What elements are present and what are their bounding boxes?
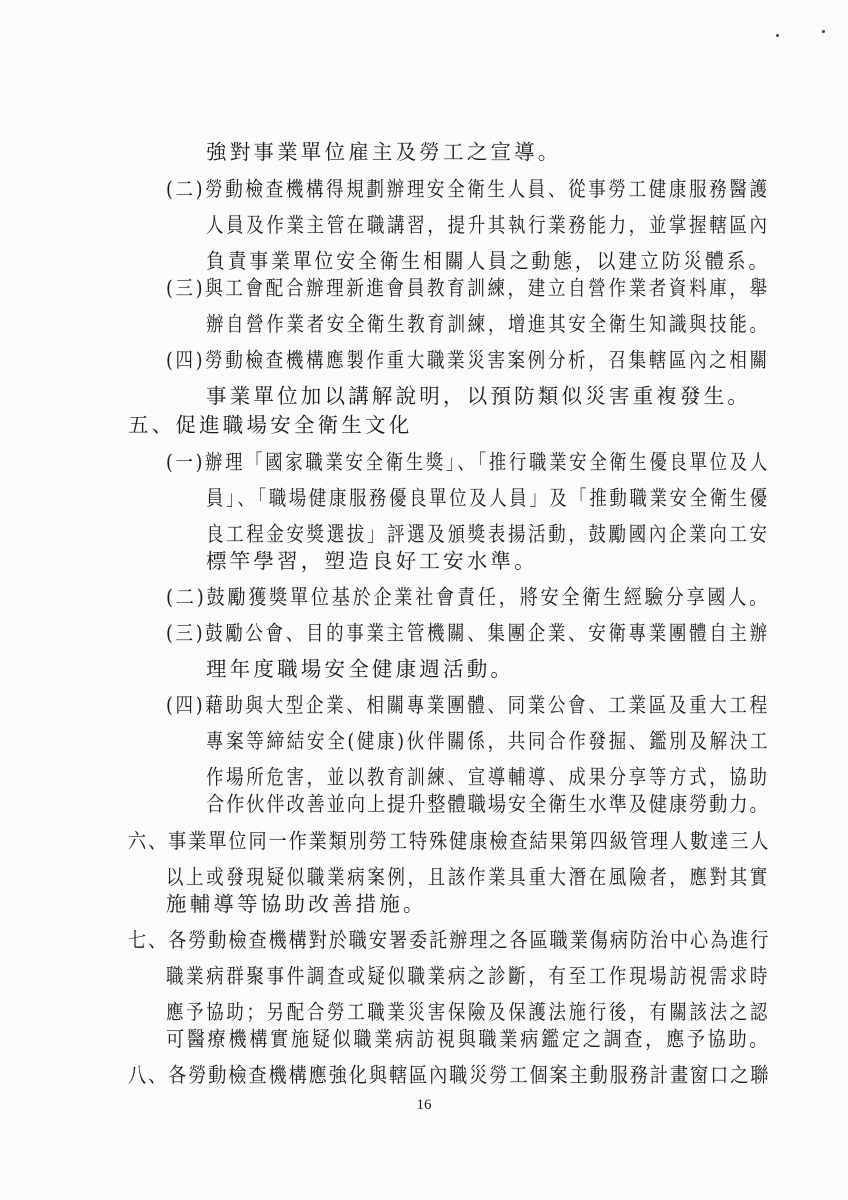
section-heading: 七、各勞動檢查機構對於職安署委託辦理之各區職業傷病防治中心為進行 bbox=[128, 928, 771, 952]
text-line: 員」、「職場健康服務優良單位及人員」及「推動職業安全衛生優 bbox=[206, 486, 770, 510]
text-line: (四)勞動檢查機構應製作重大職業災害案例分析，召集轄區內之相關 bbox=[166, 348, 770, 372]
text-line: (一)辦理「國家職業安全衛生獎」、「推行職業安全衛生優良單位及人 bbox=[166, 450, 770, 474]
text-line: (二)勞動檢查機構得規劃辦理安全衛生人員、從事勞工健康服務醫護 bbox=[166, 177, 770, 201]
text-line: (四)藉助與大型企業、相關專業團體、同業公會、工業區及重大工程 bbox=[166, 693, 770, 717]
text-line: 標竿學習，塑造良好工安水準。 bbox=[206, 549, 538, 573]
scan-speck bbox=[776, 34, 779, 37]
text-line: 良工程金安獎選拔」評選及頒獎表揚活動，鼓勵國內企業向工安 bbox=[206, 522, 770, 546]
text-line: 理年度職場安全健康週活動。 bbox=[206, 657, 515, 681]
text-line: 以上或發現疑似職業病案例，且該作業具重大潛在風險者，應對其實 bbox=[166, 865, 770, 889]
text-line: (三)與工會配合辦理新進會員教育訓練，建立自營作業者資料庫，舉 bbox=[166, 276, 770, 300]
text-line: (二)鼓勵獲獎單位基於企業社會責任，將安全衛生經驗分享國人。 bbox=[166, 585, 770, 609]
page-number: 16 bbox=[416, 1097, 432, 1113]
text-line: 作場所危害，並以教育訓練、宣導輔導、成果分享等方式，協助 bbox=[206, 765, 770, 789]
text-line: 強對事業單位雇主及勞工之宣導。 bbox=[206, 140, 562, 164]
section-heading: 六、事業單位同一作業類別勞工特殊健康檢查結果第四級管理人數達三人 bbox=[128, 829, 771, 853]
text-line: 負責事業單位安全衛生相關人員之動態，以建立防災體系。 bbox=[206, 249, 771, 273]
section-heading: 八、各勞動檢查機構應強化與轄區內職災勞工個案主動服務計畫窗口之聯 bbox=[128, 1063, 771, 1087]
text-line: 人員及作業主管在職講習，提升其執行業務能力，並掌握轄區內 bbox=[206, 213, 770, 237]
text-line: 合作伙伴改善並向上提升整體職場安全衛生水準及健康勞動力。 bbox=[206, 792, 770, 816]
text-line: 應予協助；另配合勞工職業災害保險及保護法施行後，有關該法之認 bbox=[166, 1000, 770, 1024]
text-line: (三)鼓勵公會、目的事業主管機關、集團企業、安衛專業團體自主辦 bbox=[166, 621, 770, 645]
section-heading: 五、促進職場安全衛生文化 bbox=[128, 413, 413, 437]
text-line: 可醫療機構實施疑似職業病訪視與職業病鑑定之調查，應予協助。 bbox=[166, 1027, 771, 1051]
text-line: 施輔導等協助改善措施。 bbox=[166, 892, 427, 916]
text-line: 事業單位加以講解說明，以預防類似災害重複發生。 bbox=[206, 384, 752, 408]
text-line: 職業病群聚事件調查或疑似職業病之診斷，有至工作現場訪視需求時 bbox=[166, 964, 770, 988]
text-line: 專案等締結安全(健康)伙伴關係，共同合作發掘、鑑別及解決工 bbox=[206, 729, 771, 753]
text-line: 辦自營作業者安全衛生教育訓練，增進其安全衛生知識與技能。 bbox=[206, 312, 770, 336]
scan-speck bbox=[822, 30, 825, 33]
